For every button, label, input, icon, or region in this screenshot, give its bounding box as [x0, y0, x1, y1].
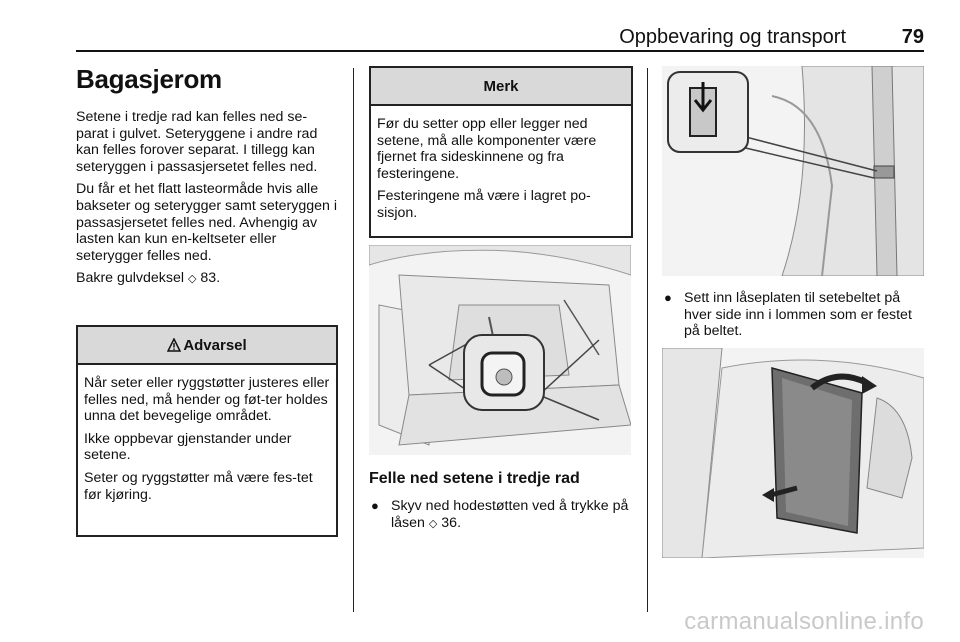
note-box [369, 66, 633, 238]
bullet-icon: ● [371, 498, 379, 513]
note-header [371, 68, 631, 106]
paragraph: Du får et het flatt lasteormåde hvis alle bakseter og seterygger samt seteryggen i passasjersetet felles ned. Avhengig av lasten kan kun en-keltseter eller seterygger felles ned. [76, 181, 338, 264]
column-3-text [662, 290, 924, 346]
reference-arrow-icon: ◇ [428, 517, 438, 530]
illustration-cargo-floor [369, 245, 631, 455]
illustration-seat-fold [662, 348, 924, 558]
note-body [371, 106, 631, 232]
reference-page-link[interactable]: 36. [441, 514, 462, 531]
paragraph-reference [76, 270, 338, 288]
warning-box [76, 325, 338, 537]
header-rule [76, 50, 924, 52]
bullet-item [662, 290, 924, 340]
watermark: carmanualsonline.info [684, 608, 924, 635]
subsection-heading: Felle ned setene i tredje rad [369, 470, 580, 487]
warning-title: Advarsel [183, 336, 247, 354]
warning-header [78, 327, 336, 365]
note-paragraph: Festeringene må være i lagret po-sisjon. [377, 188, 591, 221]
reference-text: Bakre gulvdeksel [76, 270, 185, 287]
bullet-text: Sett inn låseplaten til setebeltet på hver side inn i lommen som er festet på beltet. [684, 290, 912, 340]
column-1 [76, 64, 338, 294]
bullet-icon: ● [664, 290, 672, 305]
warning-paragraph: Når seter eller ryggstøtter justeres eller felles ned, må hender og føt-ter holdes unna det bevegelige området. [84, 375, 330, 425]
seatbelt-lock-drawing [662, 66, 924, 276]
warning-triangle-icon [167, 338, 181, 352]
column-divider-2 [647, 68, 648, 612]
section-heading: Bagasjerom [76, 64, 222, 94]
warning-paragraph: Seter og ryggstøtter må være fes-tet før kjøring. [84, 469, 313, 503]
reference-page-link[interactable]: 83. [200, 270, 221, 287]
paragraph: Setene i tredje rad kan felles ned se-parat i gulvet. Seteryggene i andre rad kan felles forover separat. I tillegg kan seteryggen i passasjersetet felles ned. [76, 109, 318, 175]
header-title: Oppbevaring og transport [619, 26, 846, 48]
note-title: Merk [483, 77, 519, 95]
column-divider-1 [353, 68, 354, 612]
reference-arrow-icon: ◇ [188, 273, 197, 286]
page-header [76, 26, 924, 48]
warning-paragraph: Ikke oppbevar gjenstander under setene. [84, 430, 292, 464]
note-paragraph: Før du setter opp eller legger ned setene, må alle komponenter være fjernet fra sideskinnene og fra festeringene. [377, 116, 597, 182]
bullet-text: Skyv ned hodestøtten ved å trykke på låsen [391, 498, 629, 531]
warning-body [78, 365, 336, 513]
illustration-seatbelt-lock [662, 66, 924, 276]
cargo-floor-drawing [369, 245, 631, 455]
page-number: 79 [901, 26, 924, 48]
column-2-lower [369, 470, 631, 538]
seat-fold-drawing [662, 348, 924, 558]
bullet-item [369, 498, 631, 532]
